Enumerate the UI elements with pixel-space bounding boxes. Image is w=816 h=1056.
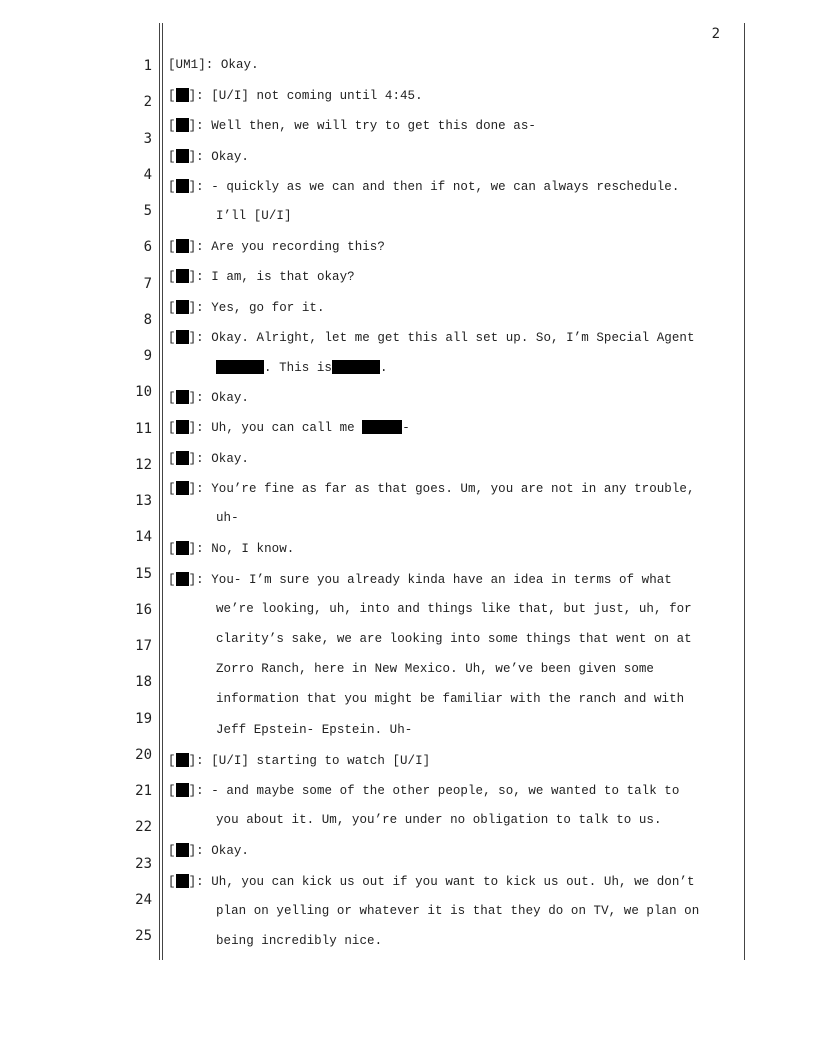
transcript-line (168, 753, 430, 768)
speaker-bracket-open: [ (168, 421, 176, 435)
line-number: 17 (135, 638, 152, 654)
line-number: 12 (135, 457, 152, 473)
redacted-agent-name (216, 360, 264, 374)
line-number: 21 (135, 783, 152, 799)
line-number: 5 (143, 203, 152, 219)
transcript-continuation: Zorro Ranch, here in New Mexico. Uh, we’ve been given some (216, 662, 654, 676)
transcript-continuation: we’re looking, uh, into and things like that, but just, uh, for (216, 602, 692, 616)
line-number: 1 (143, 58, 152, 74)
utterance-text: : [U/I] not coming until 4:45. (196, 89, 423, 103)
line-number: 22 (135, 819, 152, 835)
speaker-bracket-open: [ (168, 844, 176, 858)
transcript-line (168, 118, 536, 133)
transcript-line (168, 843, 249, 858)
utterance-text: : You’re fine as far as that goes. Um, you are not in any trouble, (196, 482, 695, 496)
redacted-speaker-name (176, 149, 189, 163)
speaker-bracket-close: ] (188, 270, 197, 284)
line-number: 15 (135, 566, 152, 582)
speaker-bracket-open: [ (168, 452, 176, 466)
line-number: 7 (143, 276, 152, 292)
line-number: 10 (135, 384, 152, 400)
transcript-line (168, 481, 695, 496)
redacted-speaker-name (176, 269, 189, 283)
transcript-line (168, 451, 249, 466)
transcript-line (168, 149, 249, 164)
transcript-continuation: being incredibly nice. (216, 934, 383, 948)
transcript-continuation: plan on yelling or whatever it is that they do on TV, we plan on (216, 904, 700, 918)
utterance-text: : Well then, we will try to get this done as- (196, 119, 536, 133)
utterance-text: : You- I’m sure you already kinda have an idea in terms of what (196, 573, 672, 587)
transcript-line (168, 88, 423, 103)
speaker-bracket-close: ] (188, 391, 197, 405)
utterance-text: : No, I know. (196, 542, 295, 556)
redacted-speaker-name (176, 300, 189, 314)
transcript-line (168, 58, 259, 72)
utterance-text: : Okay. (196, 391, 249, 405)
redacted-speaker-name (176, 451, 189, 465)
speaker-bracket-close: ] (188, 180, 197, 194)
speaker-bracket-open: [ (168, 754, 176, 768)
transcript-continuation: clarity’s sake, we are looking into some things that went on at (216, 632, 692, 646)
redacted-speaker-name (176, 420, 189, 434)
speaker-bracket-open: [ (168, 180, 176, 194)
speaker-bracket-open: [ (168, 150, 176, 164)
line-number: 23 (135, 856, 152, 872)
utterance-text: . This is (264, 361, 332, 375)
speaker-bracket-open: [ (168, 573, 176, 587)
redacted-speaker-name (176, 88, 189, 102)
transcript-line (168, 541, 294, 556)
transcript-continuation: uh- (216, 511, 239, 525)
redacted-speaker-name (176, 481, 189, 495)
speaker-bracket-close: ] (188, 89, 197, 103)
speaker-bracket-open: [ (168, 301, 176, 315)
redacted-speaker-name (176, 330, 189, 344)
line-number: 20 (135, 747, 152, 763)
utterance-text: : - quickly as we can and then if not, we can always reschedule. (196, 180, 680, 194)
speaker-bracket-close: ] (188, 573, 197, 587)
redacted-speaker-name (176, 239, 189, 253)
speaker-bracket-close: ] (188, 844, 197, 858)
line-number: 11 (135, 421, 152, 437)
line-number: 16 (135, 602, 152, 618)
speaker-bracket-open: [ (168, 875, 176, 889)
line-number: 9 (143, 348, 152, 364)
speaker-bracket-close: ] (188, 331, 197, 345)
utterance-text: : I am, is that okay? (196, 270, 355, 284)
speaker-bracket-open: [ (168, 391, 176, 405)
redacted-speaker-name (176, 541, 189, 555)
utterance-text: : Yes, go for it. (196, 301, 325, 315)
transcript-line (168, 239, 385, 254)
speaker-bracket-open: [ (168, 482, 176, 496)
line-number: 2 (143, 94, 152, 110)
speaker-bracket-open: [ (168, 784, 176, 798)
speaker-bracket-close: ] (188, 452, 197, 466)
speaker-bracket-close: ] (188, 482, 197, 496)
speaker-bracket-close: ] (188, 754, 197, 768)
redacted-speaker-name (176, 783, 189, 797)
speaker-bracket-close: ] (188, 542, 197, 556)
redacted-speaker-name (176, 179, 189, 193)
redacted-speaker-name (176, 874, 189, 888)
transcript-continuation: you about it. Um, you’re under no obligation to talk to us. (216, 813, 662, 827)
speaker-bracket-close: ] (188, 421, 197, 435)
speaker-bracket-open: [ (168, 270, 176, 284)
redacted-person-name (332, 360, 380, 374)
utterance-text: : Okay. (196, 452, 249, 466)
speaker-bracket-close: ] (188, 119, 197, 133)
line-number: 3 (143, 131, 152, 147)
transcript-line (168, 874, 695, 889)
redacted-name (362, 420, 402, 434)
redacted-speaker-name (176, 572, 189, 586)
speaker-bracket-open: [ (168, 542, 176, 556)
transcript-line (168, 269, 355, 284)
utterance-text: : Okay. (196, 150, 249, 164)
line-number: 19 (135, 711, 152, 727)
utterance-text: : Uh, you can kick us out if you want to kick us out. Uh, we don’t (196, 875, 695, 889)
utterance-text: : Okay. Alright, let me get this all set up. So, I’m Special Agent (196, 331, 695, 345)
speaker-bracket-close: ] (188, 301, 197, 315)
transcript-continuation: Jeff Epstein- Epstein. Uh- (216, 723, 413, 737)
line-number: 25 (135, 928, 152, 944)
utterance-text: : Okay. (205, 58, 259, 72)
transcript-line (168, 179, 679, 194)
speaker-bracket-open: [ (168, 240, 176, 254)
utterance-text: : Uh, you can call me (196, 421, 355, 435)
page-number: 2 (711, 26, 720, 42)
line-number: 8 (143, 312, 152, 328)
left-margin-rule-inner (162, 23, 163, 960)
redacted-speaker-name (176, 118, 189, 132)
utterance-text: : Are you recording this? (196, 240, 385, 254)
transcript-continuation: I’ll [U/I] (216, 209, 292, 223)
redacted-speaker-name (176, 753, 189, 767)
utterance-text: : - and maybe some of the other people, so, we wanted to talk to (196, 784, 680, 798)
speaker-bracket-close: ] (188, 150, 197, 164)
speaker-bracket-open: [ (168, 89, 176, 103)
speaker-bracket-open: [ (168, 331, 176, 345)
utterance-text: : Okay. (196, 844, 249, 858)
line-number: 4 (143, 167, 152, 183)
line-number: 13 (135, 493, 152, 509)
line-number: 6 (143, 239, 152, 255)
utterance-text: . (379, 361, 388, 375)
left-margin-rule-outer (159, 23, 160, 960)
transcript-line (168, 390, 249, 405)
speaker-bracket-close: ] (188, 875, 197, 889)
transcript-continuation (216, 360, 388, 375)
line-number: 24 (135, 892, 152, 908)
speaker-bracket-close: ] (188, 784, 197, 798)
transcript-line (168, 330, 695, 345)
redacted-speaker-name (176, 843, 189, 857)
line-number: 18 (135, 674, 152, 690)
transcript-line (168, 572, 672, 587)
line-number: 14 (135, 529, 152, 545)
transcript-continuation: information that you might be familiar with the ranch and with (216, 692, 685, 706)
transcript-line (168, 783, 679, 798)
speaker-bracket-open: [ (168, 119, 176, 133)
utterance-text: - (402, 421, 410, 435)
speaker-label: [UM1] (168, 58, 206, 72)
utterance-text: : [U/I] starting to watch [U/I] (196, 754, 431, 768)
transcript-line (168, 420, 410, 435)
redacted-speaker-name (176, 390, 189, 404)
right-margin-rule (744, 23, 745, 960)
speaker-bracket-close: ] (188, 240, 197, 254)
transcript-line (168, 300, 325, 315)
